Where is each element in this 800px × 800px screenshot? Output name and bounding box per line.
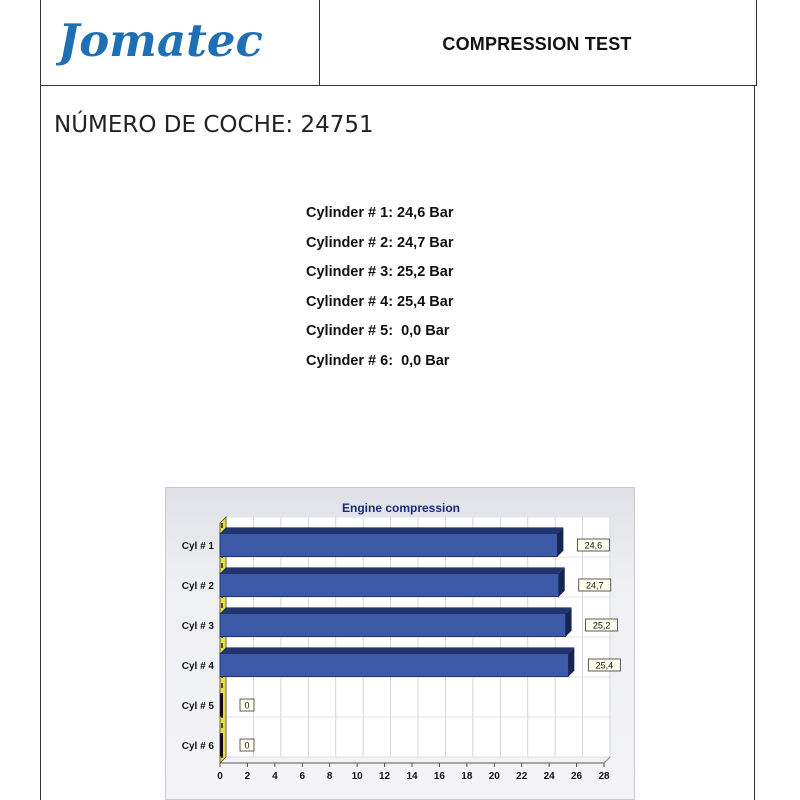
category-label: Cyl # 4: [181, 661, 214, 672]
x-tick-label: 8: [326, 771, 333, 782]
page-border-left: [40, 85, 41, 800]
x-tick-label: 18: [461, 771, 473, 782]
bar-top: [220, 647, 574, 653]
value-label: 24,7: [585, 580, 604, 591]
x-tick-label: 10: [351, 771, 363, 782]
x-tick-label: 16: [433, 771, 445, 782]
x-axis-edge: [604, 757, 610, 763]
value-label: 0: [244, 700, 250, 711]
bar-top: [220, 527, 563, 533]
logo-text: Jomatec: [58, 14, 263, 67]
value-label: 25,4: [595, 660, 614, 671]
x-tick-label: 6: [299, 771, 306, 782]
cylinder-reading: Cylinder # 1: 24,6 Bar: [306, 205, 454, 221]
value-label: 25,2: [592, 620, 611, 631]
cylinder-reading: Cylinder # 4: 25,4 Bar: [306, 293, 454, 310]
x-tick-label: 28: [598, 771, 610, 782]
bar: [220, 613, 566, 636]
category-label: Cyl # 6: [181, 741, 214, 752]
cylinder-reading: Cylinder # 5: 0,0 Bar: [306, 323, 450, 340]
report-title: COMPRESSION TEST: [442, 34, 632, 54]
cylinder-readings-list: [306, 205, 454, 383]
x-tick-label: 2: [244, 771, 251, 782]
category-label: Cyl # 5: [181, 701, 214, 712]
x-tick-label: 26: [571, 771, 583, 782]
x-tick-label: 0: [217, 771, 223, 782]
bar-top: [220, 567, 565, 573]
cylinder-reading: Cylinder # 2: 24,7 Bar: [306, 234, 454, 251]
category-label: Cyl # 2: [181, 581, 214, 592]
bar-top: [220, 607, 572, 613]
value-label: 24,6: [584, 540, 603, 551]
x-tick-label: 22: [516, 771, 528, 782]
x-tick-label: 14: [406, 771, 418, 782]
cylinder-reading: Cylinder # 6: 0,0 Bar: [306, 352, 450, 369]
page-border-right: [754, 85, 755, 800]
bar: [220, 533, 557, 556]
category-label: Cyl # 1: [181, 541, 214, 552]
jomatec-logo: [56, 14, 318, 68]
bar: [220, 693, 223, 716]
engine-compression-chart: [165, 487, 635, 800]
bar: [220, 653, 568, 676]
x-tick-label: 24: [543, 771, 555, 782]
value-label: 0: [244, 740, 250, 751]
category-label: Cyl # 3: [181, 621, 214, 632]
bar: [220, 573, 559, 596]
x-tick-label: 4: [272, 771, 278, 782]
cylinder-reading: Cylinder # 3: 25,2 Bar: [306, 264, 454, 281]
x-tick-label: 12: [379, 771, 391, 782]
x-tick-label: 20: [488, 771, 500, 782]
chart-canvas: [166, 488, 634, 799]
car-number-label: NÚMERO DE COCHE: 24751: [54, 112, 374, 138]
chart-title: Engine compression: [341, 501, 461, 515]
bar: [220, 733, 223, 756]
